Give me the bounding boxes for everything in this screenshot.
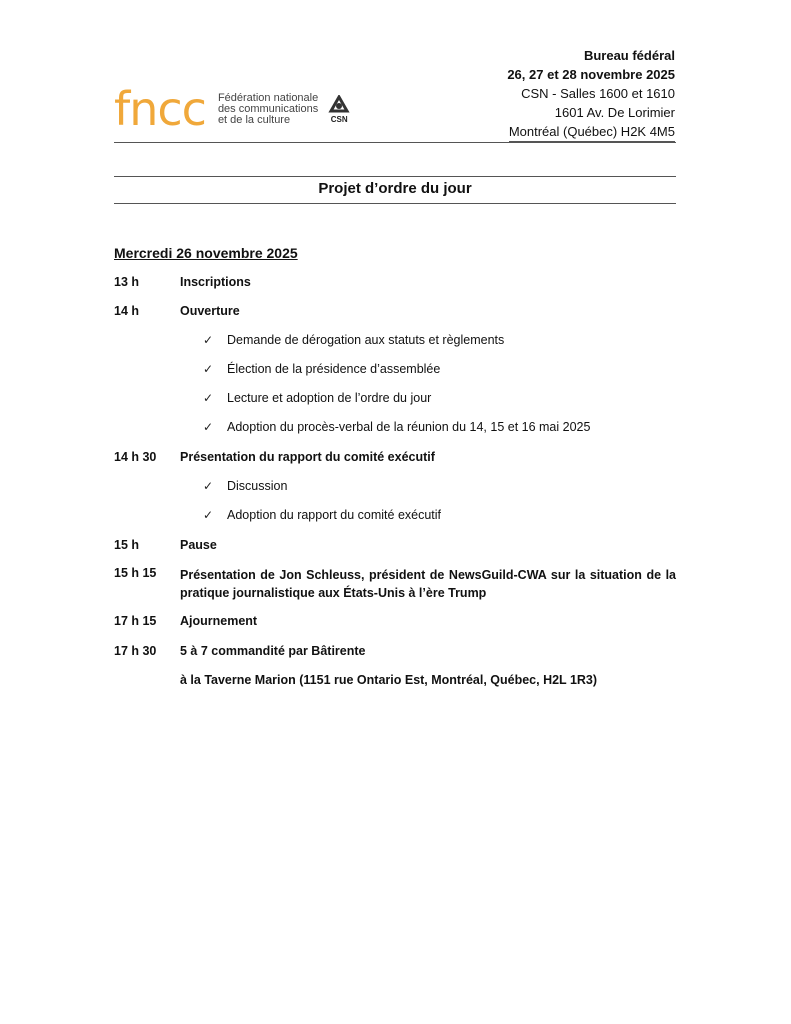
meeting-city: Montréal (Québec) H2K 4M5 (507, 122, 675, 142)
agenda-subitem: ✓ Adoption du rapport du comité exécutif (203, 508, 442, 522)
agenda-label: Ajournement (180, 614, 258, 628)
agenda-label: 5 à 7 commandité par Bâtirente (180, 644, 366, 658)
checkmark-icon: ✓ (203, 333, 214, 347)
agenda-label: Ouverture (180, 304, 240, 318)
csn-logo (328, 95, 350, 124)
meeting-dates: 26, 27 et 28 novembre 2025 (507, 67, 675, 82)
csn-emblem-icon (328, 95, 350, 115)
agenda-subitem: ✓ Élection de la présidence d’assemblée (203, 362, 441, 376)
agenda-label: Présentation de Jon Schleuss, président de NewsGuild-CWA sur la situation de la pratique journalistique aux États-Unis à l’ère Trump (180, 568, 676, 600)
agenda-label: Pause (180, 538, 217, 552)
agenda-subitem: ✓ Discussion (203, 479, 288, 493)
meeting-info (507, 46, 675, 142)
agenda-time: 17 h 30 (114, 644, 157, 658)
checkmark-icon: ✓ (203, 420, 214, 434)
header-divider (114, 142, 676, 143)
location-note: à la Taverne Marion (1151 rue Ontario Est, Montréal, Québec, H2L 1R3) (180, 673, 598, 687)
page-title: Projet d’ordre du jour (318, 180, 472, 197)
agenda-subitem: ✓ Demande de dérogation aux statuts et règlements (203, 333, 505, 347)
meeting-street: 1601 Av. De Lorimier (554, 105, 675, 120)
fncc-full-name: Fédération nationale des communications et de la culture (217, 91, 319, 126)
agenda-time: 14 h (114, 304, 140, 318)
csn-label: CSN (330, 114, 348, 124)
fncc-wordmark: fncc (114, 82, 206, 136)
agenda-subitem: ✓ Lecture et adoption de l’ordre du jour (203, 391, 432, 405)
checkmark-icon: ✓ (203, 362, 214, 376)
agenda-time: 14 h 30 (114, 450, 157, 464)
agenda-time: 15 h 15 (114, 566, 157, 580)
agenda-label: Présentation du rapport du comité exécutif (180, 450, 435, 464)
agenda-time: 15 h (114, 538, 140, 552)
checkmark-icon: ✓ (203, 479, 214, 493)
title-rule-bottom (114, 203, 676, 204)
agenda-time: 17 h 15 (114, 614, 157, 628)
checkmark-icon: ✓ (203, 391, 214, 405)
meeting-name: Bureau fédéral (583, 48, 675, 63)
agenda-label: Inscriptions (180, 275, 251, 289)
agenda-item (114, 566, 676, 606)
checkmark-icon: ✓ (203, 508, 214, 522)
meeting-room: CSN - Salles 1600 et 1610 (521, 86, 675, 101)
fncc-logo (114, 84, 350, 134)
date-heading: Mercredi 26 novembre 2025 (114, 245, 298, 261)
agenda-time: 13 h (114, 275, 140, 289)
title-rule-top (114, 176, 676, 177)
agenda-subitem: ✓ Adoption du procès-verbal de la réunion du 14, 15 et 16 mai 2025 (203, 420, 591, 434)
